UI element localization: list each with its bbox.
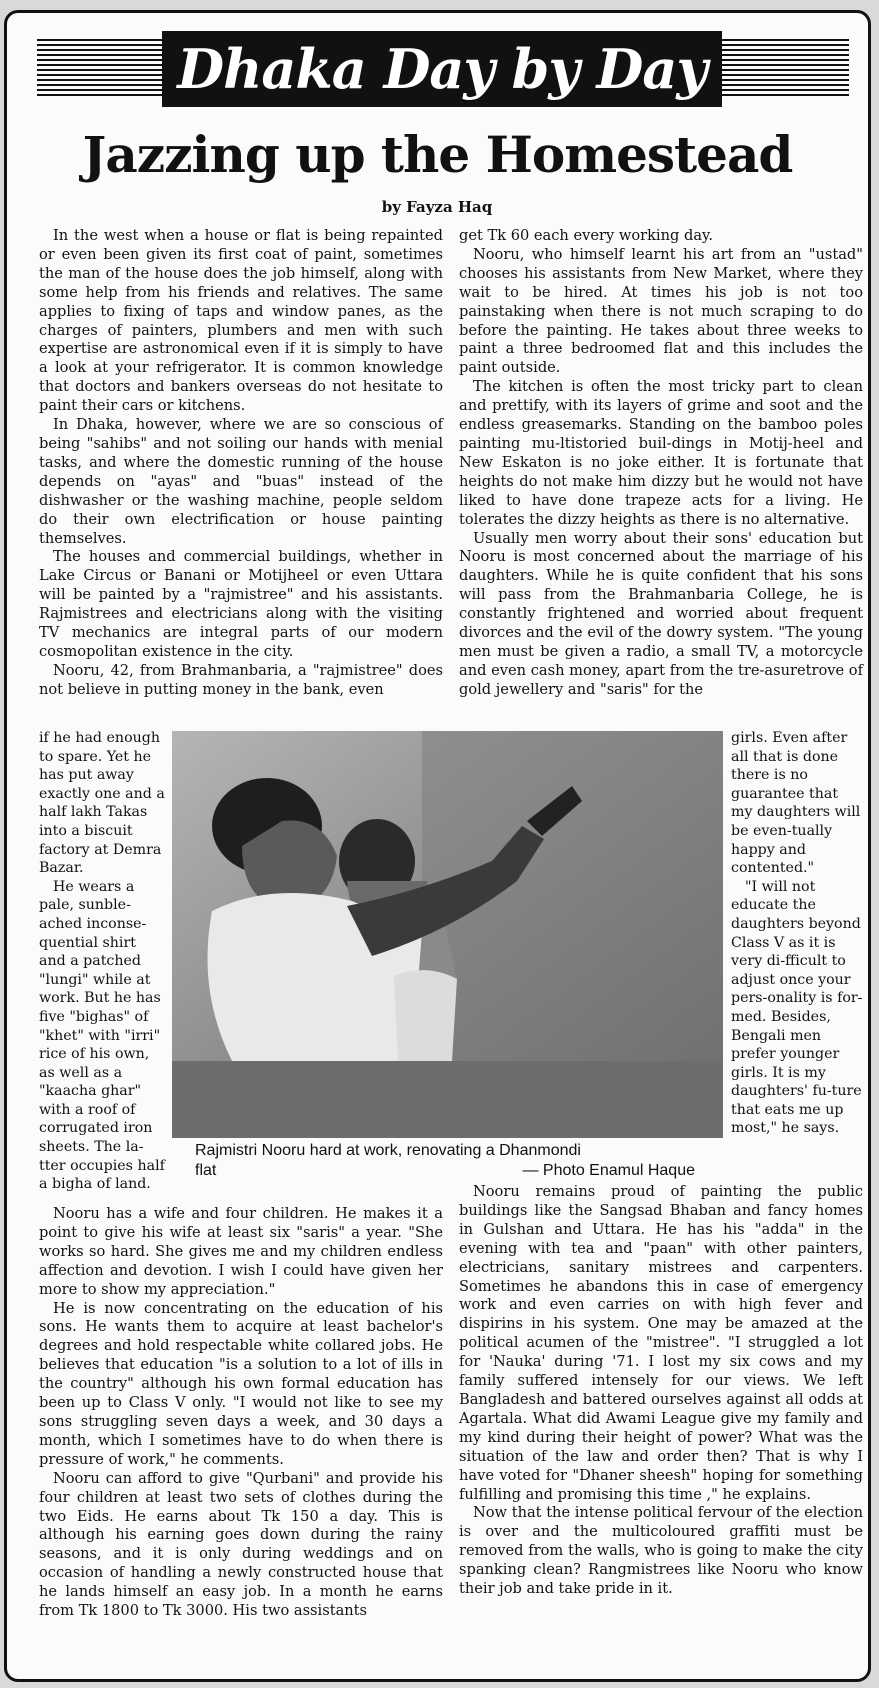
paragraph: Nooru remains proud of painting the public buildings like the Sangsad Bhaban and fancy homes in Gulshan and Uttara. He has his "adda" in the evening with tea and "paan" with other painters, electricians, sanitary mistrees and carpenters. Sometimes he abandons this in case of emergency work and even carries on with high fever and dispirins in his system. One may be amazed at the political acumen of the "mistree". "I struggled a lot for 'Nauka' during '71. I lost my six cows and my family suffered intensely for our views. We left Bangladesh and battered ourselves against all odds at Agartala. What did Awami League give my family and my kind during their height of power? What was the situation of the law and order then? That is why I have voted for "Dhaner sheesh" hoping for something fulfilling and promising this time ," he explains. [459,1183,863,1503]
paragraph: girls. Even after all that is done there is no guarantee that my daughters will be even-tually happy and contented." [731,730,861,877]
paragraph: In Dhaka, however, where we are so conscious of being "sahibs" and not soiling our hands with menial tasks, and where the domestic running of the house depends on "ayas" and "buas" instead of the dishwasher or the washing machine, people seldom do their own electrification or house painting themselves. [39,416,443,547]
bottom-right-column [459,1183,863,1599]
paragraph: The houses and commercial buildings, whether in Lake Circus or Banani or Motijheel or even Uttara will be painted by a "rajmistree" and his assistants. Rajmistrees and electricians along with the visiting TV mechanics are integral parts of our modern cosmopolitan existence in the city. [39,548,443,660]
paragraph: Usually men worry about their sons' education but Nooru is most concerned about the marriage of his daughters. While he is quite confident that his sons will pass from the Brahmanbaria College, he is constantly frightened and worried about frequent divorces and the evil of the dowry system. "The young men must be given a radio, a small TV, a motorcycle and even cash money, apart from the tre-asuretrove of gold jewellery and "saris" for the [459,529,863,698]
masthead-stripes-left [37,39,167,97]
headline: Jazzing up the Homestead [82,125,793,184]
paragraph: Nooru can afford to give "Qurbani" and provide his four children at least two sets of clothes during the two Eids. He earns about Tk 150 a day. This is although his earning goes down during the rainy seasons, and it is only during weddings and on occasion of handling a newly constructed house that he lands himself an easy job. In a month he earns from Tk 1800 to Tk 3000. His two assistants [39,1469,443,1620]
paragraph: Now that the intense political fervour of the election is over and the multicoloured graffiti must be removed from the walls, who is going to make the city spanking clean? Rangmistrees like Nooru who know their job and take pride in it. [459,1504,863,1598]
right-column [459,227,863,700]
paragraph: Nooru has a wife and four children. He makes it a point to give his wife at least six "saris" a year. "She works so hard. She gives me and my children endless affection and devotion. I wish I could have given her more to show my appreciation." [39,1205,443,1298]
article-photo [172,731,723,1138]
paragraph: The kitchen is often the most tricky part to clean and prettify, with its layers of grime and soot and the endless greasemarks. Standing on the bamboo poles painting mu-ltistoried buil-dings in Motij-heel and New Eskaton is no joke either. It is fortunate that heights do not make him dizzy but he would not have liked to have done trapeze acts for a living. He tolerates the dizzy heights as there is no alternative. [459,378,863,528]
paragraph: if he had enough to spare. Yet he has put away exactly one and a half lakh Takas into a biscuit factory at Demra Bazar. [39,730,165,877]
paragraph: Nooru, 42, from Brahmanbaria, a "rajmistree" does not believe in putting money in the bank, even [39,661,443,698]
article-frame [4,10,871,1682]
photo-caption [195,1141,715,1181]
photo-credit: — Photo Enamul Haque [522,1162,695,1179]
paragraph: In the west when a house or flat is being repainted or even been given its first coat of paint, sometimes the man of the house does the job himself, along with some help from his friends and relatives. The same applies to fixing of taps and window panes, as the charges of painters, plumbers and men with such expertise are astronomical even if it is simply to have a look at your refrigerator. It is common knowledge that doctors and bankers overseas do not hesitate to paint their cars or kitchens. [39,227,443,415]
left-column [39,227,443,700]
masthead-title: Dhaka Day by Day [162,31,722,107]
bottom-left-column [39,1205,443,1621]
paragraph: get Tk 60 each every working day. [459,227,713,244]
paragraph: He is now concentrating on the education of his sons. He wants them to acquire at least bachelor's degrees and hold respectable white collared jobs. He believes that education "is a solution to a lot of ills in the country" although his own formal education has been up to Class V only. "I would not like to see my sons struggling seven days a week, and 30 days a month, which I sometimes have to do when there is pressure of work," he comments. [39,1299,443,1468]
paragraph: Nooru, who himself learnt his art from an "ustad" chooses his assistants from New Market, where they wait to be hired. At times his job is not too painstaking when there is not much scraping to do before the painting. He takes about three weeks to paint a three bedroomed flat and this includes the paint outside. [459,245,863,377]
painter-photo-illustration [172,731,723,1138]
narrow-right-column [731,729,863,1138]
masthead-stripes-right [719,39,849,97]
caption-text: Rajmistri Nooru hard at work, renovating a Dhanmondi flat [195,1142,581,1179]
masthead-banner [37,31,849,111]
paragraph: "I will not educate the daughters beyond Class V as it is very di-fficult to adjust once your pers-onality is for-med. Besides, Bengali men prefer younger girls. It is my daughters' fu-ture that eats me up most," he says. [731,878,863,1137]
narrow-left-column [39,729,167,1194]
byline: by Fayza Haq [381,198,493,216]
paragraph: He wears a pale, sunble-ached inconse-quential shirt and a patched "lungi" while at work. But he has five "bighas" of "khet" with "irri" rice of his own, as well as a "kaacha ghar" with a roof of corrugated iron sheets. The la-tter occupies half a bigha of land. [39,878,165,1193]
